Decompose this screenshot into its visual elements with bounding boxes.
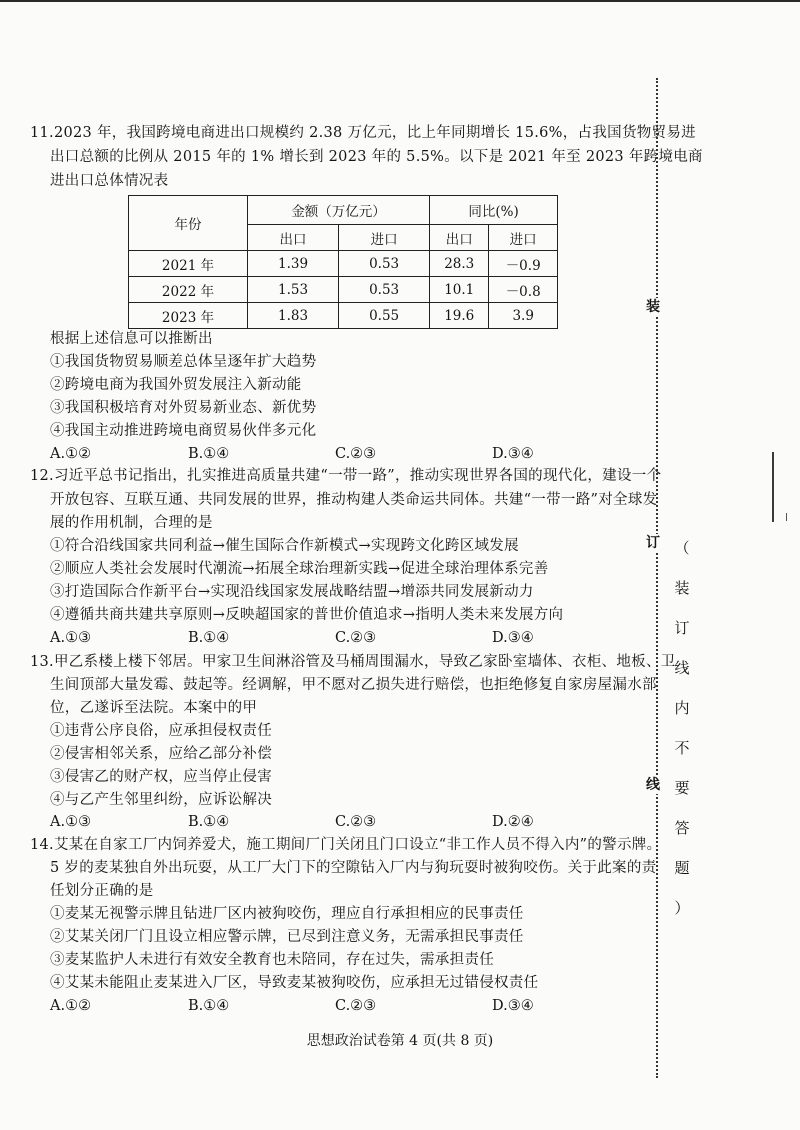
q12-statement-4: ④遵循共商共建共享原则→反映超国家的普世价值追求→指明人类未来发展方向: [50, 607, 564, 623]
q12-option-d[interactable]: D.③④: [492, 630, 534, 646]
binding-note-char: 要: [674, 779, 690, 797]
q13-option-b[interactable]: B.①④: [188, 814, 230, 830]
table-cell: 19.6: [430, 303, 489, 329]
table-subheader-export: 出口: [248, 225, 339, 251]
table-cell: 0.53: [339, 251, 430, 277]
q11-stem-line-3: 进出口总体情况表: [50, 173, 169, 189]
table-cell: 1.83: [248, 303, 339, 329]
cross-border-ecommerce-table: [128, 195, 558, 329]
table-row: [129, 251, 558, 277]
q13-option-a[interactable]: A.①③: [50, 814, 92, 830]
q12-stem-line-3: 展的作用机制，合理的是: [50, 515, 213, 531]
binding-note-char: 题: [674, 859, 690, 877]
binding-note-char: 订: [674, 619, 690, 637]
q11-option-b[interactable]: B.①④: [188, 446, 230, 462]
q14-statement-3: ③麦某监护人未进行有效安全教育也未陪同，存在过失，需承担责任: [50, 952, 494, 968]
table-cell: 3.9: [489, 303, 558, 329]
q14-stem-line-3: 任划分正确的是: [50, 883, 154, 899]
q14-option-a[interactable]: A.①②: [50, 998, 92, 1014]
table-subheader-import: 进口: [339, 225, 430, 251]
q13-option-c[interactable]: C.②③: [335, 814, 377, 830]
table-cell: －0.9: [489, 251, 558, 277]
table-subheader-export: 出口: [430, 225, 489, 251]
q12-option-b[interactable]: B.①④: [188, 630, 230, 646]
binding-note-char: （: [674, 539, 690, 557]
q14-statement-2: ②艾某关闭厂门且设立相应警示牌，已尽到注意义务，无需承担民事责任: [50, 929, 524, 945]
scan-artifact: [772, 452, 774, 522]
q12-option-c[interactable]: C.②③: [335, 630, 377, 646]
q11-option-d[interactable]: D.③④: [492, 446, 534, 462]
table-header-amount: 金额（万亿元）: [248, 196, 430, 225]
q12-stem-line-1: 12.习近平总书记指出，扎实推进高质量共建“一带一路”，推动实现世界各国的现代化，建设一个: [30, 468, 662, 484]
table-header-year: 年份: [129, 196, 248, 251]
page-footer: 思想政治试卷第 4 页(共 8 页): [306, 1033, 494, 1049]
q14-option-d[interactable]: D.③④: [492, 998, 534, 1014]
q12-statement-3: ③打造国际合作新平台→实现沿线国家发展战略结盟→增添共同发展新动力: [50, 584, 534, 600]
q11-lead: 根据上述信息可以推断出: [50, 331, 213, 347]
table-cell: 1.39: [248, 251, 339, 277]
table-cell: 2022 年: [129, 277, 248, 303]
scan-artifact: [786, 513, 787, 521]
binding-mark-xian: 线: [646, 777, 660, 793]
q13-stem-line-3: 位，乙遂诉至法院。本案中的甲: [50, 700, 258, 716]
q13-stem-line-1: 13.甲乙系楼上楼下邻居。甲家卫生间淋浴管及马桶周围漏水，导致乙家卧室墙体、衣柜、地板、卫: [30, 654, 676, 670]
table-cell: 0.55: [339, 303, 430, 329]
q13-statement-2: ②侵害相邻关系，应给乙部分补偿: [50, 746, 272, 762]
q11-stem-line-2: 出口总额的比例从 2015 年的 1% 增长到 2023 年的 5.5%。以下是 2021 年至 2023 年跨境电商: [50, 149, 703, 165]
q13-statement-1: ①违背公序良俗，应承担侵权责任: [50, 723, 272, 739]
table-subheader-import: 进口: [489, 225, 558, 251]
table-row: [129, 303, 558, 329]
binding-mark-ding: 订: [646, 535, 660, 551]
q12-option-a[interactable]: A.①③: [50, 630, 92, 646]
q13-statement-4: ④与乙产生邻里纠纷，应诉讼解决: [50, 792, 272, 808]
table-cell: －0.8: [489, 277, 558, 303]
binding-note-char: 内: [674, 699, 690, 717]
q14-stem-line-2: 5 岁的麦某独自外出玩耍，从工厂大门下的空隙钻入厂内与狗玩耍时被狗咬伤。关于此案的责: [50, 860, 657, 876]
q11-option-a[interactable]: A.①②: [50, 446, 92, 462]
binding-note-char: ）: [674, 899, 690, 917]
table-cell: 2023 年: [129, 303, 248, 329]
q14-statement-1: ①麦某无视警示牌且钻进厂区内被狗咬伤，理应自行承担相应的民事责任: [50, 906, 524, 922]
q13-stem-line-2: 生间顶部大量发霉、鼓起等。经调解，甲不愿对乙损失进行赔偿，也拒绝修复自家房屋漏水部: [50, 677, 657, 693]
table-row: [129, 277, 558, 303]
q11-stem-line-1: 11.2023 年，我国跨境电商进出口规模约 2.38 万亿元，比上年同期增长 15.6%，占我国货物贸易进: [30, 125, 696, 141]
binding-note-char: 装: [674, 579, 690, 597]
scan-top-border: [0, 0, 800, 2]
table-cell: 1.53: [248, 277, 339, 303]
binding-note-char: 线: [674, 659, 690, 677]
q14-option-c[interactable]: C.②③: [335, 998, 377, 1014]
q12-statement-2: ②顺应人类社会发展时代潮流→拓展全球治理新实践→促进全球治理体系完善: [50, 561, 549, 577]
table-cell: 0.53: [339, 277, 430, 303]
table-cell: 2021 年: [129, 251, 248, 277]
q13-option-d[interactable]: D.②④: [492, 814, 534, 830]
binding-note-char: 答: [674, 819, 690, 837]
q11-statement-2: ②跨境电商为我国外贸发展注入新动能: [50, 377, 302, 393]
table-header-yoy: 同比(%): [430, 196, 558, 225]
binding-note: [672, 528, 692, 928]
q11-option-c[interactable]: C.②③: [335, 446, 377, 462]
table-cell: 28.3: [430, 251, 489, 277]
binding-dotted-line: [656, 78, 658, 1078]
binding-mark-zhuang: 装: [646, 299, 660, 315]
q12-stem-line-2: 开放包容、互联互通、共同发展的世界，推动构建人类命运共同体。共建“一带一路”对全球发: [50, 492, 658, 508]
q11-statement-4: ④我国主动推进跨境电商贸易伙伴多元化: [50, 423, 317, 439]
table-cell: 10.1: [430, 277, 489, 303]
q14-statement-4: ④艾某未能阻止麦某进入厂区，导致麦某被狗咬伤，应承担无过错侵权责任: [50, 975, 539, 991]
q12-statement-1: ①符合沿线国家共同利益→催生国际合作新模式→实现跨文化跨区域发展: [50, 538, 519, 554]
q14-stem-line-1: 14.艾某在自家工厂内饲养爱犬，施工期间厂门关闭且门口设立“非工作人员不得入内”的警示牌。: [30, 837, 662, 853]
binding-note-char: 不: [674, 739, 690, 757]
q11-statement-1: ①我国货物贸易顺差总体呈逐年扩大趋势: [50, 354, 317, 370]
q11-statement-3: ③我国积极培育对外贸易新业态、新优势: [50, 400, 317, 416]
q13-statement-3: ③侵害乙的财产权，应当停止侵害: [50, 769, 272, 785]
q14-option-b[interactable]: B.①④: [188, 998, 230, 1014]
